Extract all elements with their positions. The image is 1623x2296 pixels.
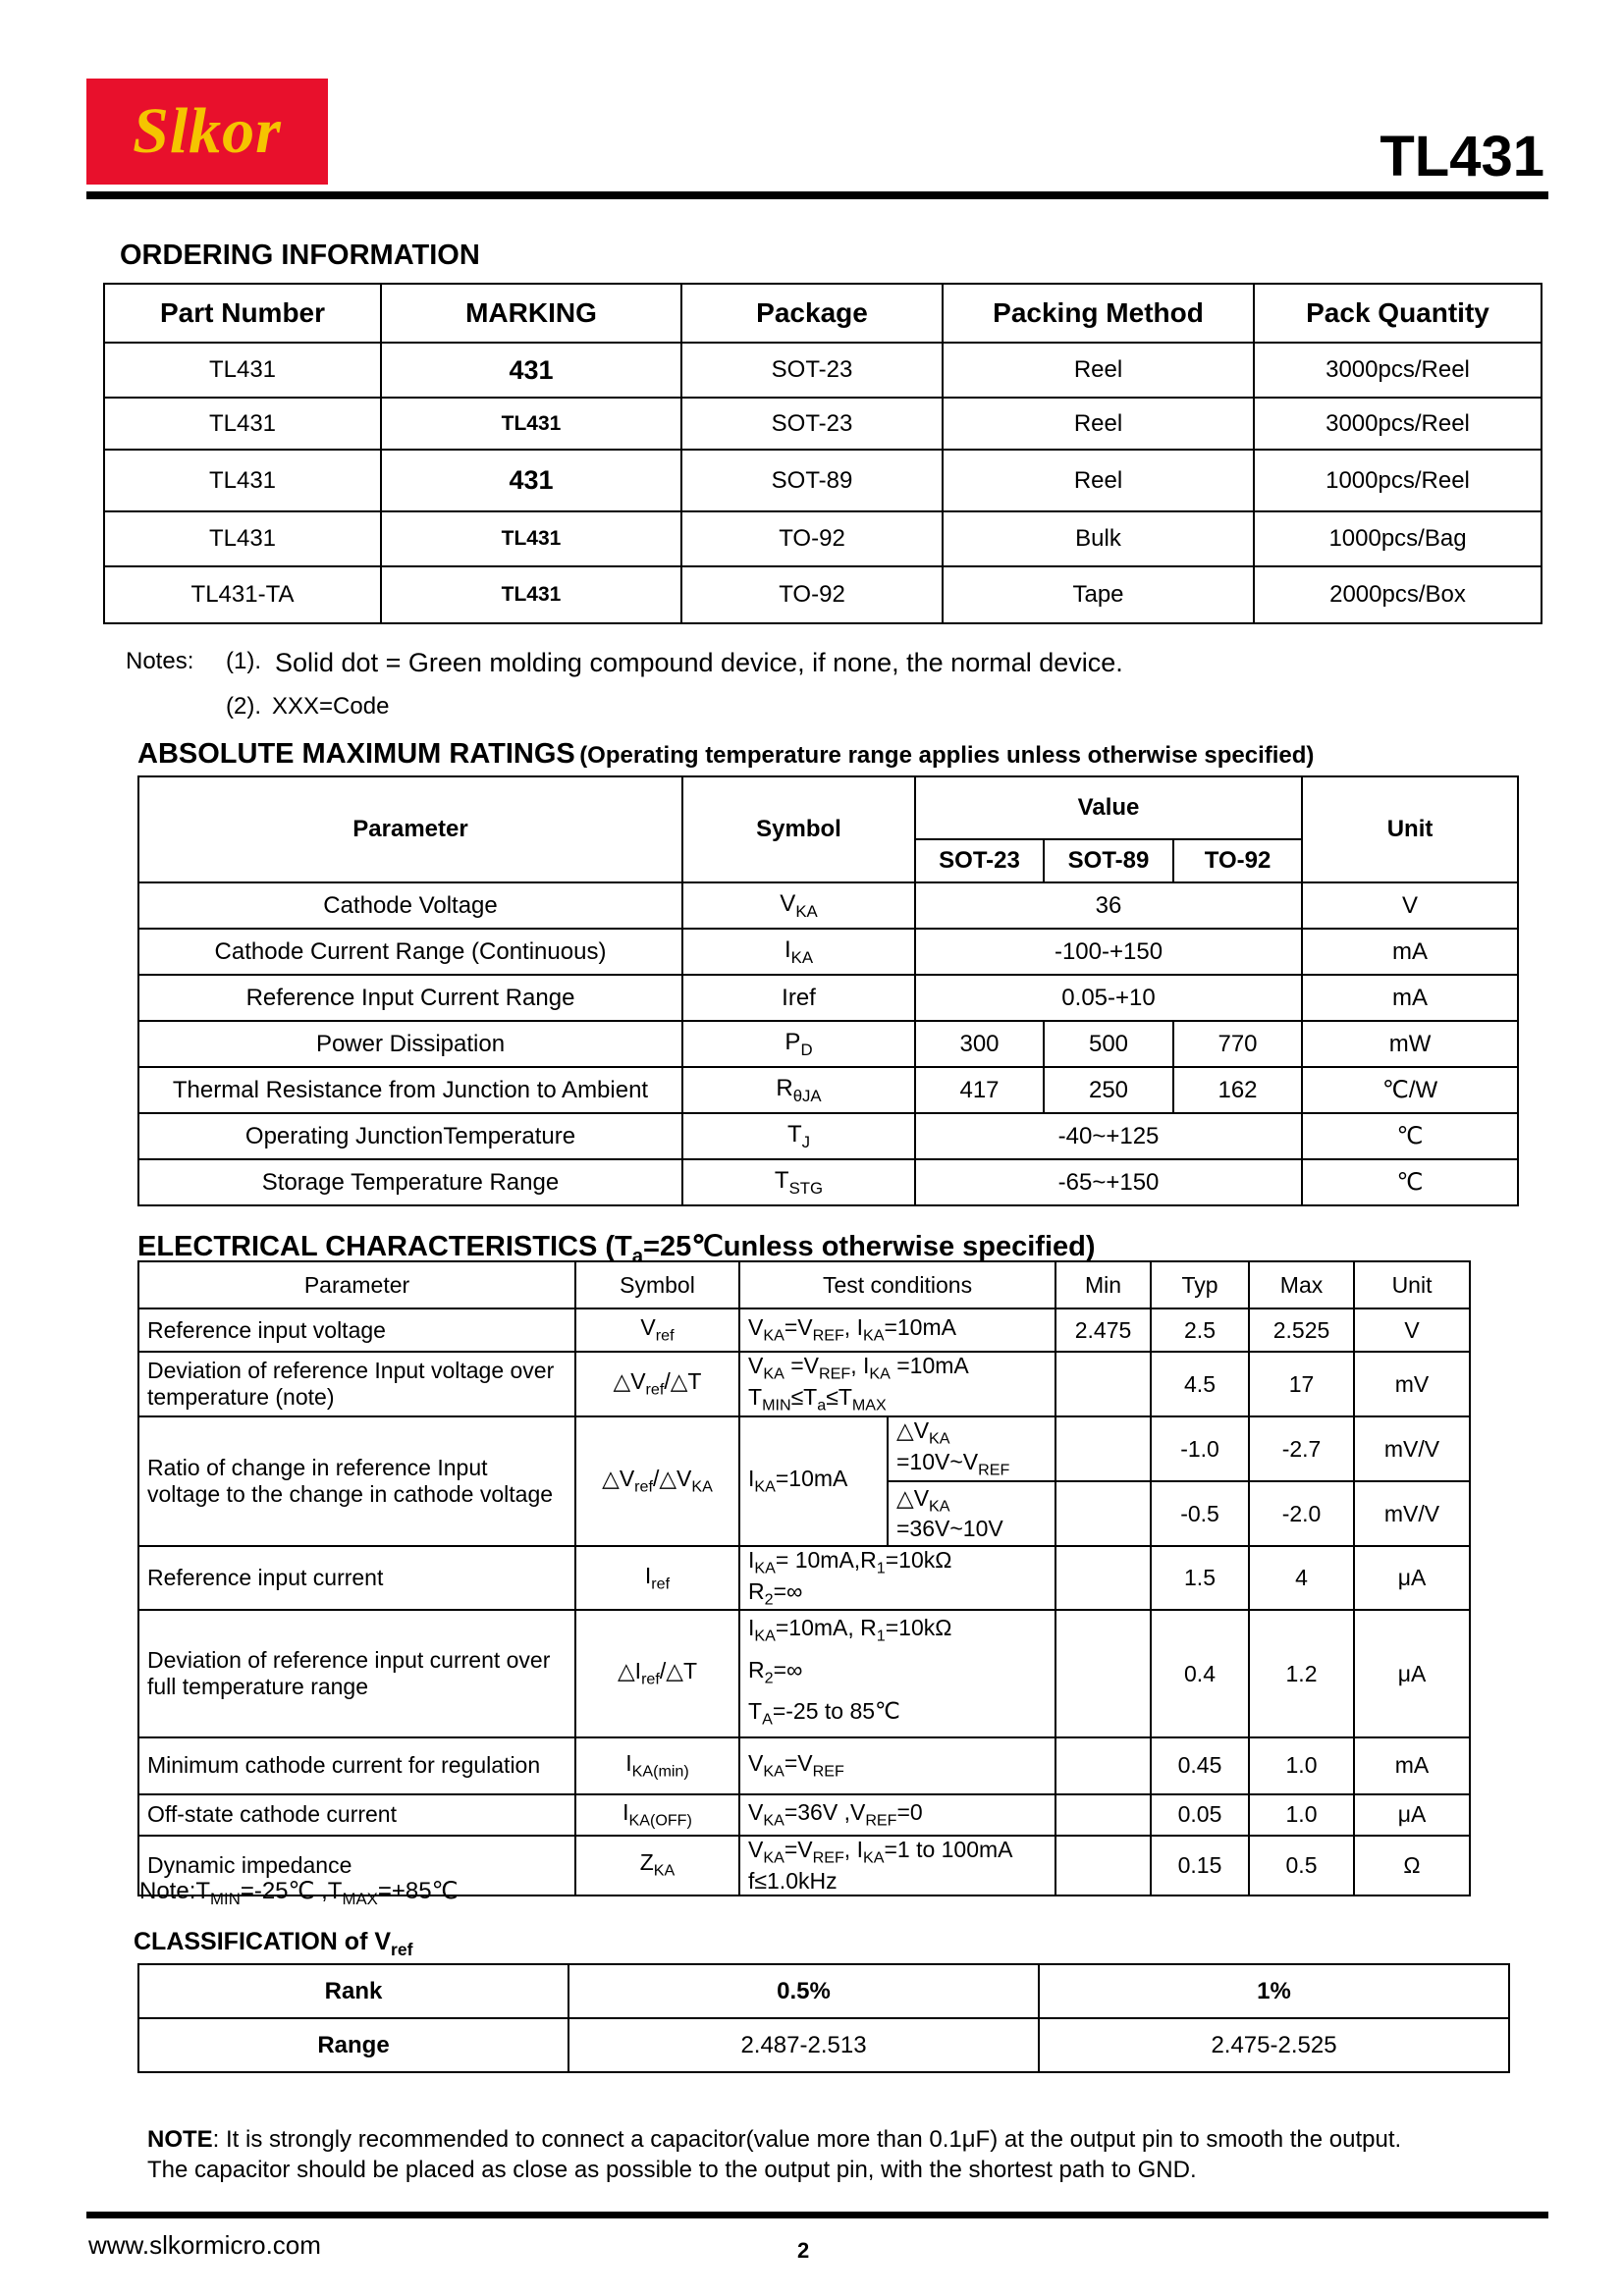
cell: Thermal Resistance from Junction to Ambient <box>138 1067 682 1113</box>
symbol-sub: D <box>800 1040 813 1059</box>
cell <box>1055 1836 1151 1896</box>
col-to92: TO-92 <box>1173 839 1302 882</box>
symbol-sub: STG <box>788 1178 824 1198</box>
cell: 300 <box>915 1021 1044 1067</box>
cell: $V_{KA}=V_{REF}$ <box>739 1737 1055 1794</box>
table-row <box>104 566 1542 623</box>
cell: Ω <box>1354 1836 1470 1896</box>
cell: ℃ <box>1302 1113 1518 1159</box>
table-row <box>104 511 1542 566</box>
elec-note: $Note:T_{MIN}=-25℃$ $,T_{MAX}=+85℃$ <box>139 1878 459 1908</box>
amr-table <box>137 775 1519 1206</box>
col-sot23: SOT-23 <box>915 839 1044 882</box>
cell: 1.2 <box>1249 1610 1354 1737</box>
cell: 0.05 <box>1151 1794 1249 1836</box>
cell: SOT-89 <box>681 450 943 511</box>
cell: TL431 <box>104 398 381 450</box>
col-packing-method: Packing Method <box>943 284 1254 343</box>
cell: -40~+125 <box>915 1113 1302 1159</box>
cell: 3000pcs/Reel <box>1254 343 1542 398</box>
table-row <box>138 1610 1470 1737</box>
col-min: Min <box>1055 1261 1151 1308</box>
col-value: Value <box>915 776 1302 839</box>
cell: Reel <box>943 450 1254 511</box>
cell: Reel <box>943 343 1254 398</box>
amr-subtitle: (Operating temperature range applies unless otherwise specified) <box>579 742 1315 769</box>
cell: Tape <box>943 566 1254 623</box>
cell: $\triangle V_{KA}$ $=10V\sim V_{REF}$ <box>888 1416 1055 1481</box>
cell: μA <box>1354 1794 1470 1836</box>
col-unit: Unit <box>1302 776 1518 882</box>
cell: ℃/W <box>1302 1067 1518 1113</box>
cell: Cathode Voltage <box>138 882 682 929</box>
cell <box>1055 1481 1151 1546</box>
elec-title-a: ELECTRICAL CHARACTERISTICS (T <box>137 1231 632 1262</box>
cell: TL431 <box>104 511 381 566</box>
cell: 1.0 <box>1249 1737 1354 1794</box>
col-symbol: Symbol <box>682 776 915 882</box>
symbol: I <box>784 935 791 963</box>
notes-label: Notes: <box>126 648 194 674</box>
cell: $I_{KA}= 10mA,R_1=10k\Omega$ $R_2=\infty$ <box>739 1546 1055 1610</box>
cell: Cathode Current Range (Continuous) <box>138 929 682 975</box>
note1-text: Solid dot = Green molding compound device, if none, the normal device. <box>275 648 1123 677</box>
amr-header-row <box>138 776 1518 839</box>
classification-title-text: CLASSIFICATION of V <box>134 1928 392 1955</box>
cell: 1.5 <box>1151 1546 1249 1610</box>
cell: $Z_{KA}$ <box>575 1836 739 1896</box>
table-row <box>138 882 1518 929</box>
cell: 2.525 <box>1249 1308 1354 1352</box>
cell: mV/V <box>1354 1416 1470 1481</box>
table-row <box>138 2018 1509 2072</box>
cell: Reference Input Current Range <box>138 975 682 1021</box>
table-row <box>138 1546 1470 1610</box>
col-package: Package <box>681 284 943 343</box>
cell: -100-+150 <box>915 929 1302 975</box>
cell <box>682 882 915 929</box>
cell: 500 <box>1044 1021 1173 1067</box>
cell: TL431 <box>104 450 381 511</box>
cell: 1000pcs/Reel <box>1254 450 1542 511</box>
cell: $\triangle V_{ref}/\triangle V_{KA}$ <box>575 1416 739 1546</box>
cell: 162 <box>1173 1067 1302 1113</box>
cell: Reference input current <box>138 1546 575 1610</box>
cell: 0.45 <box>1151 1737 1249 1794</box>
footer-url[interactable]: www.slkormicro.com <box>88 2230 321 2260</box>
cell: TO-92 <box>681 511 943 566</box>
cell: Off-state cathode current <box>138 1794 575 1836</box>
cell: 2.5 <box>1151 1308 1249 1352</box>
symbol-sub: ref <box>655 1326 675 1345</box>
cell: $V_{KA} =V_{REF}$, $I_{KA} =10mA$ $T_{MIN}\le T_a\le T_{MAX}$ <box>739 1352 1055 1416</box>
cell: 2.475 <box>1055 1308 1151 1352</box>
table-row <box>138 1352 1470 1416</box>
elec-header-row <box>138 1261 1470 1308</box>
cond-text: =10mA <box>775 1466 848 1492</box>
col-half-percent: 0.5% <box>568 1964 1039 2018</box>
cell: Storage Temperature Range <box>138 1159 682 1205</box>
cell: Bulk <box>943 511 1254 566</box>
note2-text: XXX=Code <box>272 693 390 720</box>
col-parameter: Parameter <box>138 1261 575 1308</box>
cell <box>1055 1794 1151 1836</box>
table-row <box>138 1308 1470 1352</box>
col-part-number: Part Number <box>104 284 381 343</box>
cell: Minimum cathode current for regulation <box>138 1737 575 1794</box>
cell: Reference input voltage <box>138 1308 575 1352</box>
table-row <box>138 1159 1518 1205</box>
cell: Operating JunctionTemperature <box>138 1113 682 1159</box>
cell: mA <box>1354 1737 1470 1794</box>
cell: 36 <box>915 882 1302 929</box>
col-sot89: SOT-89 <box>1044 839 1173 882</box>
classification-table <box>137 1963 1510 2073</box>
table-row <box>104 398 1542 450</box>
cell: $\triangle I_{ref}/\triangle T$ <box>575 1610 739 1737</box>
cell <box>682 1113 915 1159</box>
table-row <box>138 1067 1518 1113</box>
header-rule <box>86 191 1548 199</box>
cell: Ratio of change in reference Input voltage to the change in cathode voltage <box>138 1416 575 1546</box>
cond-text: f≤1.0kHz <box>748 1867 838 1894</box>
cell: Iref <box>682 975 915 1021</box>
table-row <box>138 1794 1470 1836</box>
cell <box>682 929 915 975</box>
cell <box>1055 1610 1151 1737</box>
cell: Dynamic impedance <box>138 1836 575 1896</box>
table-row <box>138 975 1518 1021</box>
table-row <box>138 1021 1518 1067</box>
cond-text: =10V~V <box>896 1449 979 1474</box>
ordering-title: ORDERING INFORMATION <box>120 240 480 271</box>
amr-title: ABSOLUTE MAXIMUM RATINGS <box>137 738 575 770</box>
cell <box>1055 1416 1151 1481</box>
cell: 431 <box>381 343 681 398</box>
cell: mA <box>1302 975 1518 1021</box>
table-row <box>104 450 1542 511</box>
symbol: R <box>776 1074 793 1101</box>
cell: -2.7 <box>1249 1416 1354 1481</box>
cell: -2.0 <box>1249 1481 1354 1546</box>
note2-number: (2). <box>226 693 261 720</box>
note1-number: (1). <box>226 648 261 674</box>
cell: 17 <box>1249 1352 1354 1416</box>
cell <box>682 1021 915 1067</box>
row-range-label: Range <box>138 2018 568 2072</box>
symbol: V <box>780 889 796 917</box>
col-symbol: Symbol <box>575 1261 739 1308</box>
symbol: T <box>774 1166 789 1194</box>
cond-text: =36V~10V <box>896 1516 1003 1542</box>
cell: $\triangle V_{ref}/\triangle T$ <box>575 1352 739 1416</box>
cell: mV/V <box>1354 1481 1470 1546</box>
cell: TL431 <box>381 398 681 450</box>
col-one-percent: 1% <box>1039 1964 1509 2018</box>
col-typ: Typ <box>1151 1261 1249 1308</box>
cell: 770 <box>1173 1021 1302 1067</box>
elec-title-b: =25℃unless otherwise specified) <box>643 1231 1096 1262</box>
footer-rule <box>86 2212 1548 2218</box>
cell: 2.475-2.525 <box>1039 2018 1509 2072</box>
bottom-note-line1 <box>147 2126 1401 2154</box>
table-row <box>138 1113 1518 1159</box>
cell: TL431-TA <box>104 566 381 623</box>
cell: mW <box>1302 1021 1518 1067</box>
cell: 0.15 <box>1151 1836 1249 1896</box>
cell: TL431 <box>381 511 681 566</box>
cell: 4 <box>1249 1546 1354 1610</box>
elec-note-label: Note: <box>139 1878 196 1904</box>
table-row <box>104 343 1542 398</box>
cell <box>1055 1546 1151 1610</box>
bottom-note-line2: The capacitor should be placed as close as possible to the output pin, with the shortest path to GND. <box>147 2157 1197 2183</box>
cond-text: =-25 to 85℃ <box>772 1698 900 1725</box>
document-title: TL431 <box>1380 125 1544 188</box>
col-unit: Unit <box>1354 1261 1470 1308</box>
ordering-table <box>103 283 1542 624</box>
cell: mV <box>1354 1352 1470 1416</box>
symbol-sub: J <box>801 1132 811 1151</box>
table-row <box>138 1416 1470 1481</box>
cell <box>682 1159 915 1205</box>
cell: 250 <box>1044 1067 1173 1113</box>
col-marking: MARKING <box>381 284 681 343</box>
cell: $I_{KA}=10mA$ <box>739 1416 888 1546</box>
cell: -1.0 <box>1151 1416 1249 1481</box>
cell: 2000pcs/Box <box>1254 566 1542 623</box>
cell: $V_{KA}=V_{REF}$, $I_{KA}=10mA$ <box>739 1308 1055 1352</box>
elec-title-sub: a <box>631 1245 644 1267</box>
classification-header-row <box>138 1964 1509 2018</box>
cell <box>1055 1737 1151 1794</box>
bottom-note-text1: : It is strongly recommended to connect a capacitor(value more than 0.1μF) at the output pin to smooth the output. <box>212 2126 1402 2153</box>
company-logo <box>86 79 328 185</box>
col-test-conditions: Test conditions <box>739 1261 1055 1308</box>
logo-text: Slkor <box>133 95 282 167</box>
bottom-note-label: NOTE <box>147 2126 213 2153</box>
page-number: 2 <box>797 2238 810 2263</box>
cell <box>1055 1352 1151 1416</box>
cell: 0.05-+10 <box>915 975 1302 1021</box>
cell: TL431 <box>381 566 681 623</box>
symbol-sub: θJA <box>792 1086 822 1105</box>
cell: 1000pcs/Bag <box>1254 511 1542 566</box>
cell <box>682 1067 915 1113</box>
ordering-header-row <box>104 284 1542 343</box>
cell: -65~+150 <box>915 1159 1302 1205</box>
cell: $I_{KA(min)}$ <box>575 1737 739 1794</box>
cell: 4.5 <box>1151 1352 1249 1416</box>
cell: 0.5 <box>1249 1836 1354 1896</box>
cell: SOT-23 <box>681 343 943 398</box>
symbol-sub: KA <box>790 947 814 967</box>
cell: V <box>1302 882 1518 929</box>
symbol: T <box>786 1120 802 1148</box>
cell: $V_{KA}=V_{REF}$, $I_{KA}=1$ to 100mA f≤1.0kHz <box>739 1836 1055 1896</box>
col-max: Max <box>1249 1261 1354 1308</box>
cell: Deviation of reference Input voltage over temperature (note) <box>138 1352 575 1416</box>
classification-title-sub: ref <box>391 1940 413 1959</box>
cell: Power Dissipation <box>138 1021 682 1067</box>
cell: 431 <box>381 450 681 511</box>
cell: 3000pcs/Reel <box>1254 398 1542 450</box>
cell: μA <box>1354 1610 1470 1737</box>
table-row <box>138 929 1518 975</box>
cell: mA <box>1302 929 1518 975</box>
symbol-sub: KA <box>795 901 818 921</box>
cell: $\triangle V_{KA}$ =36V~10V <box>888 1481 1055 1546</box>
cell: $V_{KA}=36V$ $,V_{REF}=0$ <box>739 1794 1055 1836</box>
col-pack-quantity: Pack Quantity <box>1254 284 1542 343</box>
col-rank: Rank <box>138 1964 568 2018</box>
cell: 417 <box>915 1067 1044 1113</box>
cell: $I_{ref}$ <box>575 1546 739 1610</box>
cell: 1.0 <box>1249 1794 1354 1836</box>
elec-table <box>137 1260 1471 1896</box>
symbol: V <box>640 1314 656 1341</box>
table-row <box>138 1737 1470 1794</box>
cell <box>575 1308 739 1352</box>
cell: V <box>1354 1308 1470 1352</box>
cell: 0.4 <box>1151 1610 1249 1737</box>
cell: -0.5 <box>1151 1481 1249 1546</box>
cell: Deviation of reference input current over full temperature range <box>138 1610 575 1737</box>
amr-heading <box>137 738 1314 771</box>
cell: $I_{KA(OFF)}$ <box>575 1794 739 1836</box>
cell: μA <box>1354 1546 1470 1610</box>
col-parameter: Parameter <box>138 776 682 882</box>
cell: ℃ <box>1302 1159 1518 1205</box>
cell: TL431 <box>104 343 381 398</box>
classification-title <box>134 1928 412 1960</box>
cell: Reel <box>943 398 1254 450</box>
symbol: P <box>784 1028 801 1055</box>
cell: SOT-23 <box>681 398 943 450</box>
cell: TO-92 <box>681 566 943 623</box>
cell: $I_{KA}=10mA$, $R_1=10k\Omega$ $R_2=\infty$ $T_A=-25$ to 85℃ <box>739 1610 1055 1737</box>
cell: 2.487-2.513 <box>568 2018 1039 2072</box>
